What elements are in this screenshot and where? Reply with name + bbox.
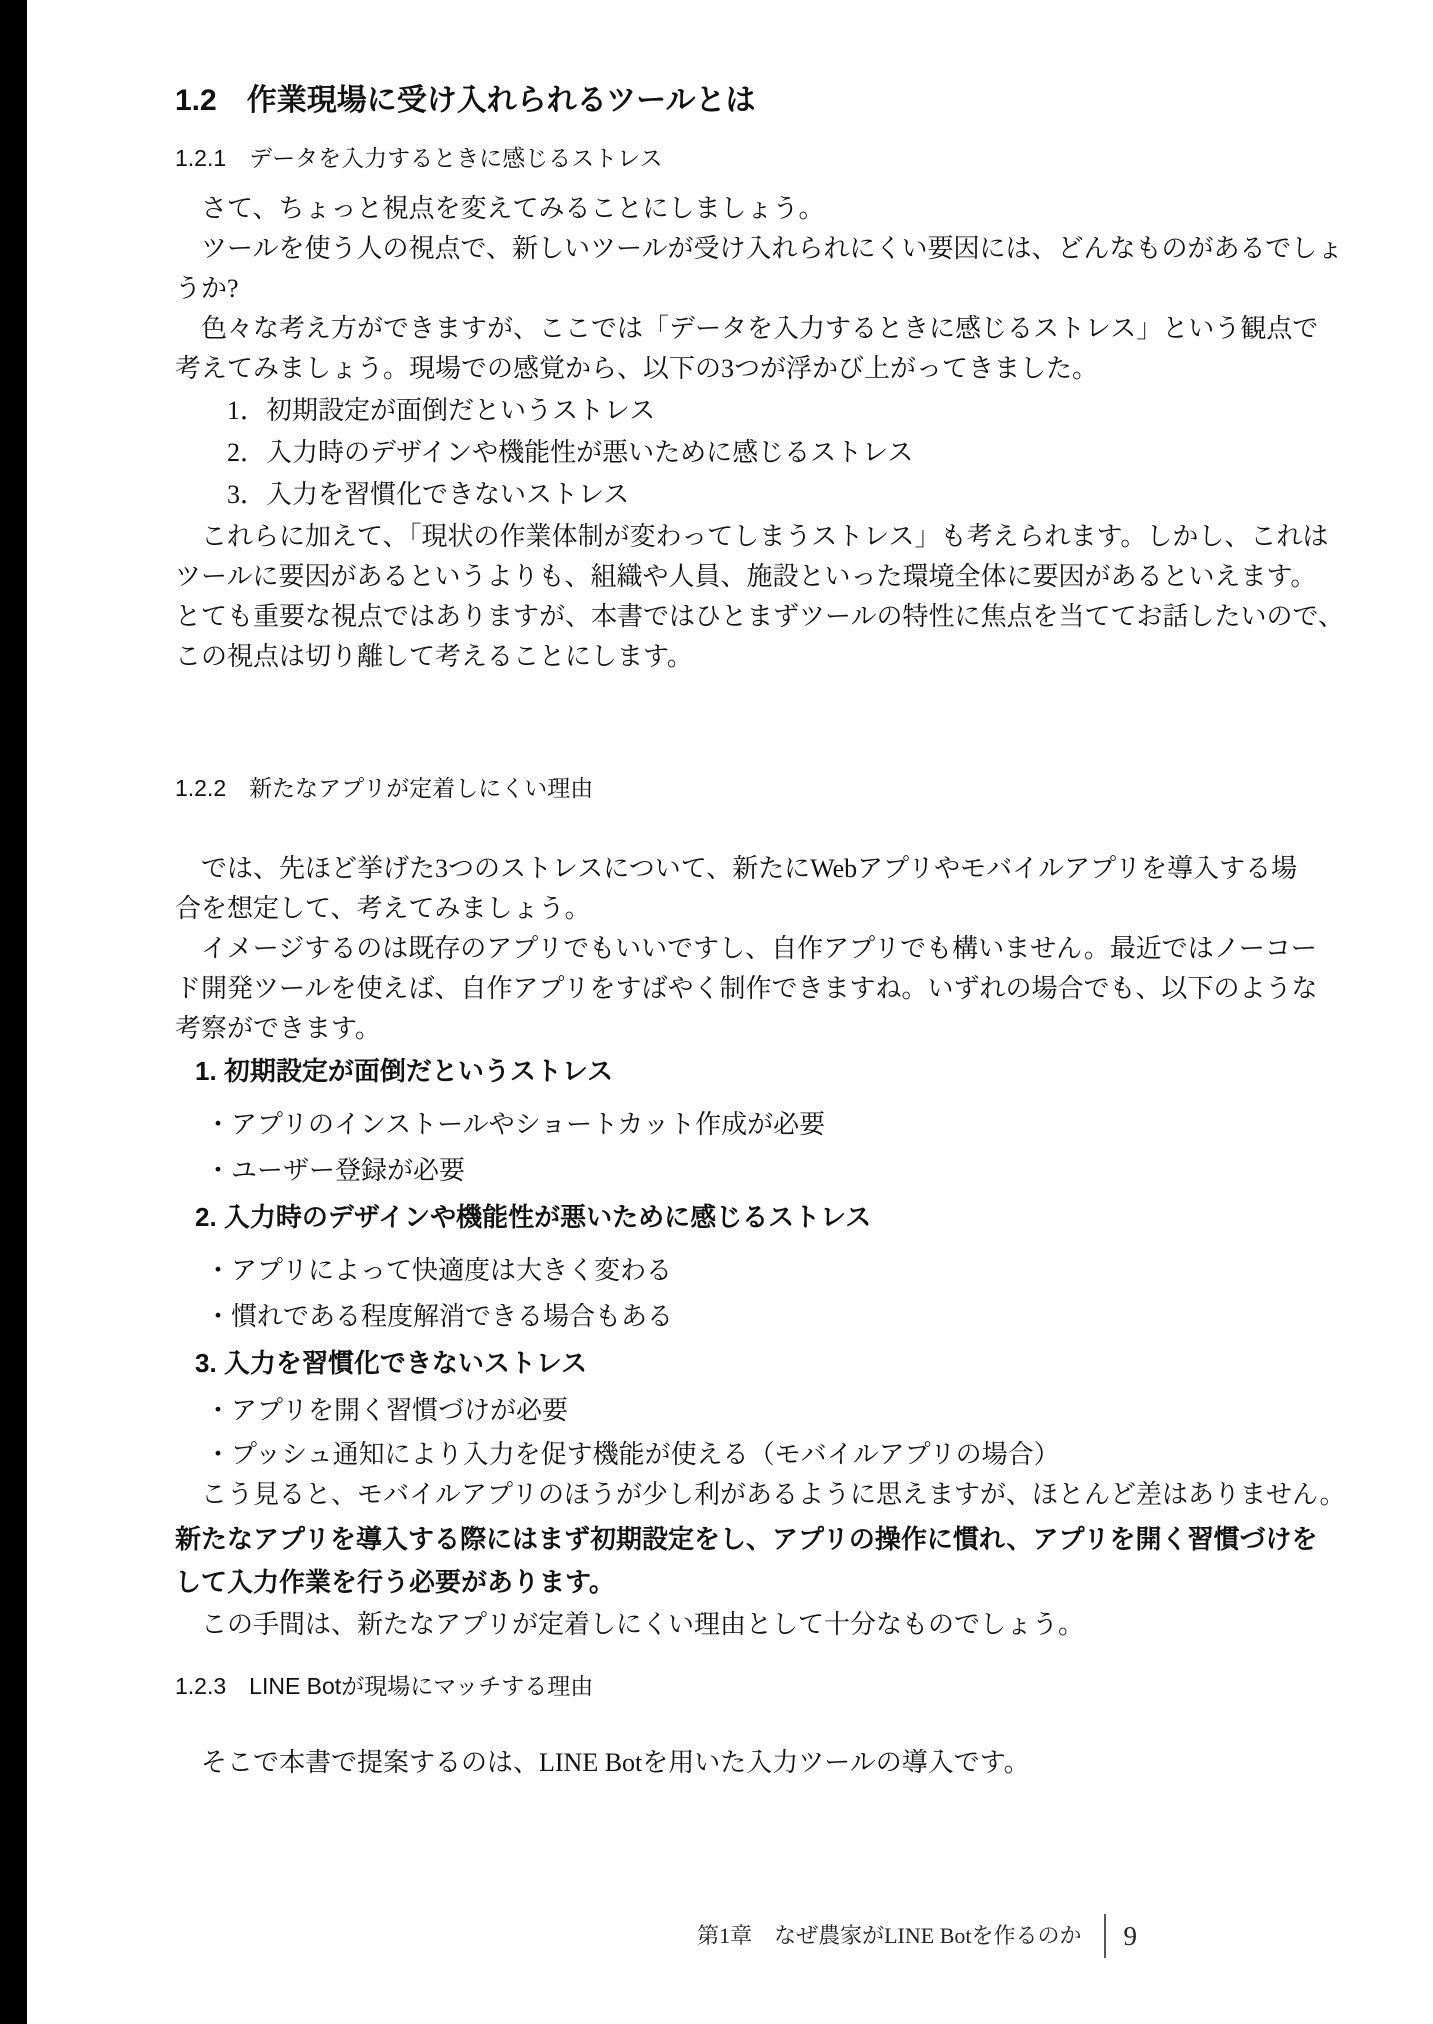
text-line: さて、ちょっと視点を変えてみることにしましょう。 [201,194,825,223]
text-line: 1. 初期設定が面倒だというストレス [195,1056,614,1086]
text-line: ツールに要因があるというよりも、組織や人員、施設といった環境全体に要因があるといえます。 [175,562,1317,591]
text-line: 合を想定して、考えてみましょう。 [175,894,591,923]
text-line: 色々な考え方ができますが、ここでは「データを入力するときに感じるストレス」という観点で [201,314,1319,343]
text-line: 2. 入力時のデザインや機能性が悪いために感じるストレス [195,1202,872,1232]
text-line: では、先ほど挙げた3つのストレスについて、新たにWebアプリやモバイルアプリを導入する場 [201,854,1298,883]
text-line: ド開発ツールを使えば、自作アプリをすばやく制作できますね。いずれの場合でも、以下のような [175,974,1318,1003]
footer-divider [1104,1914,1106,1958]
text-line: ・プッシュ通知により入力を促す機能が使える（モバイルアプリの場合） [205,1440,1060,1469]
text-line: この手間は、新たなアプリが定着しにくい理由として十分なものでしょう。 [201,1610,1084,1639]
text-line: そこで本書で提案するのは、LINE Botを用いた入力ツールの導入です。 [201,1748,1030,1777]
section-title: 1.2 作業現場に受け入れられるツールとは [175,84,756,117]
text-line: ・アプリによって快適度は大きく変わる [205,1256,672,1285]
text-line: この視点は切り離して考えることにします。 [175,642,693,671]
subsection-heading: 1.2.1 データを入力するときに感じるストレス [175,145,663,171]
text-line: ・慣れである程度解消できる場合もある [205,1302,674,1331]
subsection-heading: 1.2.3 LINE Botが現場にマッチする理由 [175,1673,594,1699]
text-line: ・ユーザー登録が必要 [205,1156,466,1185]
text-line: 3．入力を習慣化できないストレス [227,480,630,509]
subsection-heading: 1.2.2 新たなアプリが定着しにくい理由 [175,775,594,801]
text-line: とても重要な視点ではありますが、本書ではひとまずツールの特性に焦点を当ててお話したいので、 [175,602,1344,631]
text-line: ・アプリのインストールやショートカット作成が必要 [205,1110,826,1139]
text-line: して入力作業を行う必要があります。 [175,1567,615,1597]
text-line: ・アプリを開く習慣づけが必要 [205,1396,568,1425]
text-line: これらに加えて、「現状の作業体制が変わってしまうストレス」も考えられます。しかし、これは [201,522,1329,551]
text-line: こう見ると、モバイルアプリのほうが少し利があるように思えますが、ほとんど差はありません。 [201,1480,1346,1509]
text-line: イメージするのは既存のアプリでもいいですし、自作アプリでも構いません。最近ではノーコー [201,934,1317,963]
text-line: 新たなアプリを導入する際にはまず初期設定をし、アプリの操作に慣れ、アプリを開く習慣づけを [175,1524,1318,1554]
page-footer [697,1912,1137,1960]
text-line: 考察ができます。 [175,1014,381,1043]
footer-chapter-title: 第1章 なぜ農家がLINE Botを作るのか [697,1923,1082,1948]
text-line: 2．入力時のデザインや機能性が悪いために感じるストレス [227,438,914,467]
text-line: 考えてみましょう。現場での感覚から、以下の3つが浮かび上がってきました。 [175,354,1099,383]
text-line: ツールを使う人の視点で、新しいツールが受け入れられにくい要因には、どんなものがあるでしょ [201,234,1344,263]
text-line: うか? [175,274,239,303]
page-edge-bar [0,0,27,2024]
footer-page-number: 9 [1123,1921,1137,1951]
content [175,83,1346,1783]
text-line: 3. 入力を習慣化できないストレス [195,1348,588,1378]
text-line: 1．初期設定が面倒だというストレス [227,396,656,425]
